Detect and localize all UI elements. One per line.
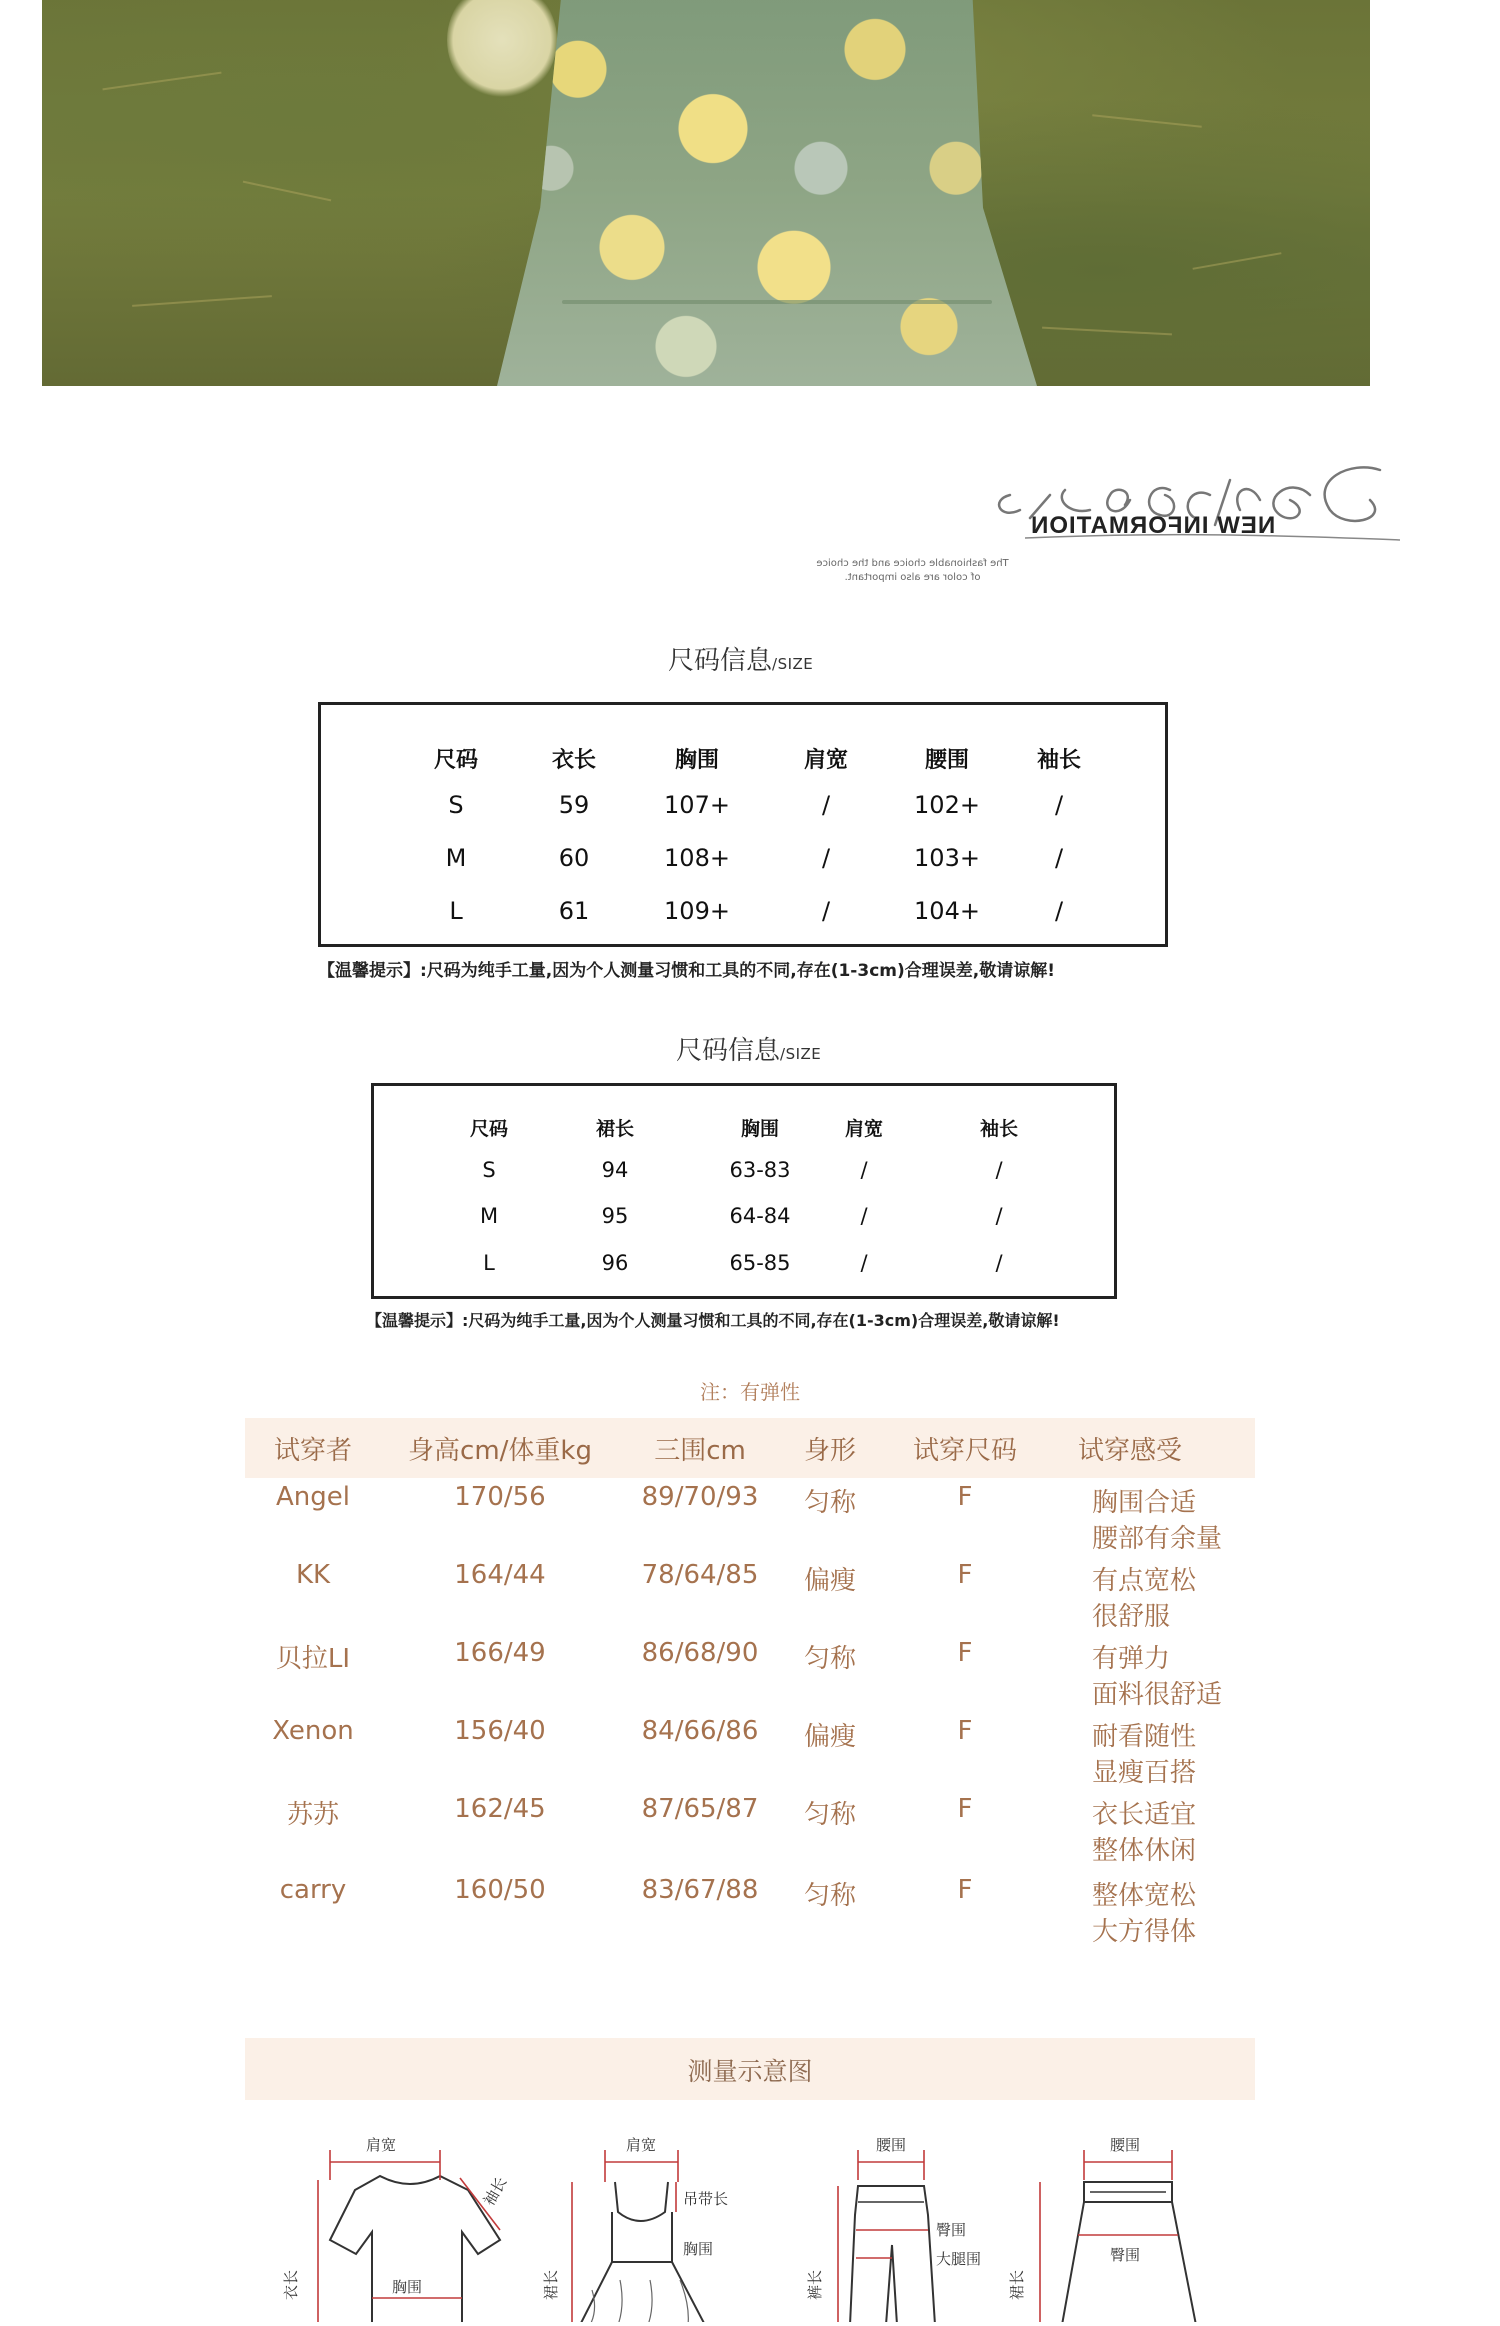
- tryon-feeling: 腰部有余量: [1092, 1524, 1223, 1554]
- size-table-cell: /: [821, 791, 831, 819]
- size-table-cell: 65-85: [729, 1251, 791, 1275]
- size-table-header: 袖长: [1036, 748, 1082, 773]
- tryon-height-weight: 162/45: [454, 1794, 546, 1824]
- dress-chest-label: 胸围: [683, 2240, 714, 2258]
- size-table-header: 衣长: [551, 748, 597, 773]
- skirt-length-label: 裙长: [1008, 2269, 1026, 2300]
- measure-tip: 【温馨提示】:尺码为纯手工量,因为个人测量习惯和工具的不同,存在(1-3cm)合理误差,敬请谅解!: [318, 961, 1055, 981]
- size-table-cell: 94: [601, 1158, 629, 1182]
- signature-script: [790, 440, 1400, 560]
- size-table-cell: 95: [601, 1204, 629, 1228]
- size-table-cell: 59: [558, 791, 590, 819]
- floral-dress: [497, 0, 1037, 386]
- tryon-header: 三围cm: [654, 1436, 746, 1466]
- size-table-cell: 107+: [664, 791, 730, 819]
- size-table-cell: 108+: [664, 844, 730, 872]
- tryon-measurements: 89/70/93: [641, 1482, 759, 1512]
- tryon-name: 苏苏: [286, 1800, 340, 1830]
- logo-title: NEW INFORMATION: [1030, 512, 1276, 539]
- size-table-header: 腰围: [924, 748, 970, 773]
- size-table-cell: 96: [601, 1251, 629, 1275]
- tryon-height-weight: 160/50: [454, 1875, 546, 1905]
- tryon-header: 身形: [803, 1436, 857, 1466]
- tryon-size: F: [957, 1875, 973, 1905]
- size-table: [318, 702, 1168, 947]
- size-table-header: 裙长: [595, 1118, 635, 1140]
- tryon-measurements: 86/68/90: [641, 1638, 759, 1668]
- tshirt-chest-label: 胸围: [392, 2278, 423, 2296]
- size-table-cell: 63-83: [729, 1158, 791, 1182]
- tryon-header: 试穿感受: [1077, 1436, 1183, 1466]
- title-text: 尺码信息: [676, 1036, 781, 1066]
- size-table-cell: /: [860, 1158, 868, 1182]
- tryon-name: Angel: [276, 1482, 350, 1512]
- size-table-cell: 103+: [914, 844, 980, 872]
- dress-strap-label: 吊带长: [683, 2190, 729, 2208]
- size-table-title: [668, 640, 813, 677]
- diagram-title: 测量示意图: [687, 2057, 813, 2086]
- tryon-height-weight: 164/44: [454, 1560, 546, 1590]
- tryon-feeling: 面料很舒适: [1092, 1680, 1223, 1710]
- tryon-height-weight: 170/56: [454, 1482, 546, 1512]
- tryon-feeling: 很舒服: [1092, 1602, 1171, 1632]
- measurement-diagrams: [0, 2120, 1500, 2326]
- tryon-measurements: 78/64/85: [641, 1560, 759, 1590]
- size-table-cell: M: [479, 1204, 499, 1228]
- pants-thigh-label: 大腿围: [936, 2250, 982, 2268]
- logo-subtitle: of color are also important.: [844, 572, 981, 583]
- tryon-feeling: 有点宽松: [1092, 1566, 1197, 1596]
- size-table-cell: /: [821, 844, 831, 872]
- tryon-shape: 匀称: [803, 1644, 857, 1674]
- size-table-cell: 104+: [914, 897, 980, 925]
- size-table-cell: /: [995, 1251, 1003, 1275]
- product-photo: [42, 0, 1370, 386]
- title-text: 尺码信息: [668, 646, 773, 676]
- skirt-waist-label: 腰围: [1110, 2136, 1141, 2154]
- tryon-name: Xenon: [272, 1716, 354, 1746]
- size-table-header: 胸围: [674, 748, 720, 773]
- size-table: [371, 1083, 1117, 1299]
- pants-outline: [850, 2186, 935, 2322]
- tryon-shape: 偏瘦: [803, 1566, 857, 1596]
- size-table-header: 尺码: [469, 1118, 509, 1140]
- size-table-cell: /: [995, 1204, 1003, 1228]
- tryon-size: F: [957, 1716, 973, 1746]
- size-table-cell: S: [482, 1158, 496, 1182]
- tryon-header: 身高cm/体重kg: [408, 1436, 592, 1466]
- pants-waist-label: 腰围: [876, 2136, 907, 2154]
- size-table-header: 肩宽: [844, 1118, 884, 1140]
- size-table-cell: 64-84: [729, 1204, 791, 1228]
- tryon-shape: 偏瘦: [803, 1722, 857, 1752]
- size-table-cell: M: [445, 844, 467, 872]
- size-table-cell: 102+: [914, 791, 980, 819]
- tryon-size: F: [957, 1794, 973, 1824]
- size-table-cell: /: [1054, 897, 1064, 925]
- size-table-cell: L: [449, 897, 463, 925]
- tshirt-sleeve-label: 袖长: [479, 2173, 511, 2209]
- title-sub: /SIZE: [780, 1045, 822, 1063]
- size-table-cell: /: [860, 1251, 868, 1275]
- tryon-size: F: [957, 1482, 973, 1512]
- skirt-hip-label: 臀围: [1110, 2246, 1141, 2264]
- tryon-size: F: [957, 1638, 973, 1668]
- tryon-feeling: 整体休闲: [1092, 1836, 1197, 1866]
- size-table-cell: S: [448, 791, 464, 819]
- size-table-title: [676, 1030, 821, 1067]
- size-table-cell: /: [1054, 791, 1064, 819]
- tshirt-shoulder-label: 肩宽: [366, 2136, 397, 2154]
- tryon-measurements: 84/66/86: [641, 1716, 759, 1746]
- tryon-header: 试穿尺码: [912, 1436, 1018, 1466]
- pants-length-label: 裤长: [806, 2269, 824, 2300]
- tryon-height-weight: 156/40: [454, 1716, 546, 1746]
- elastic-note: 注：有弹性: [700, 1380, 800, 1404]
- size-table-cell: /: [995, 1158, 1003, 1182]
- size-table-header: 尺码: [433, 748, 479, 773]
- tryon-measurements: 83/67/88: [641, 1875, 759, 1905]
- tryon-header: 试穿者: [273, 1436, 353, 1466]
- tryon-size: F: [957, 1560, 973, 1590]
- size-table-cell: /: [860, 1204, 868, 1228]
- tryon-name: 贝拉LI: [275, 1644, 351, 1674]
- size-table-header: 袖长: [979, 1118, 1019, 1140]
- pants-hip-label: 臀围: [936, 2221, 967, 2239]
- tryon-feeling: 耐看随性: [1092, 1722, 1197, 1752]
- size-table-cell: 61: [558, 897, 590, 925]
- tshirt-length-label: 衣长: [282, 2269, 300, 2300]
- tryon-shape: 匀称: [803, 1800, 857, 1830]
- measure-tip: 【温馨提示】:尺码为纯手工量,因为个人测量习惯和工具的不同,存在(1-3cm)合理误差,敬请谅解!: [366, 1311, 1060, 1330]
- tryon-feeling: 整体宽松: [1092, 1881, 1197, 1911]
- brand-logo: [790, 440, 1400, 600]
- dress-length-label: 裙长: [542, 2269, 560, 2300]
- tryon-name: KK: [295, 1560, 331, 1590]
- size-table-header: 胸围: [740, 1118, 780, 1140]
- size-table-cell: /: [1054, 844, 1064, 872]
- size-table-cell: /: [821, 897, 831, 925]
- tryon-feeling: 衣长适宜: [1092, 1800, 1197, 1830]
- tryon-shape: 匀称: [803, 1881, 857, 1911]
- size-table-cell: L: [483, 1251, 495, 1275]
- tryon-feeling: 大方得体: [1092, 1917, 1197, 1947]
- tryon-height-weight: 166/49: [454, 1638, 546, 1668]
- title-sub: /SIZE: [772, 655, 814, 673]
- dress-shoulder-label: 肩宽: [626, 2136, 657, 2154]
- tryon-name: carry: [279, 1875, 347, 1905]
- tryon-shape: 匀称: [803, 1488, 857, 1518]
- size-table-cell: 109+: [664, 897, 730, 925]
- tryon-feeling: 胸围合适: [1092, 1488, 1197, 1518]
- size-table-header: 肩宽: [803, 748, 849, 773]
- size-table-cell: 60: [558, 844, 590, 872]
- tryon-measurements: 87/65/87: [641, 1794, 759, 1824]
- tryon-feeling: 有弹力: [1092, 1644, 1171, 1674]
- logo-subtitle: The fashionable choice and the choice: [816, 558, 1009, 569]
- tryon-feeling: 显瘦百搭: [1092, 1758, 1197, 1788]
